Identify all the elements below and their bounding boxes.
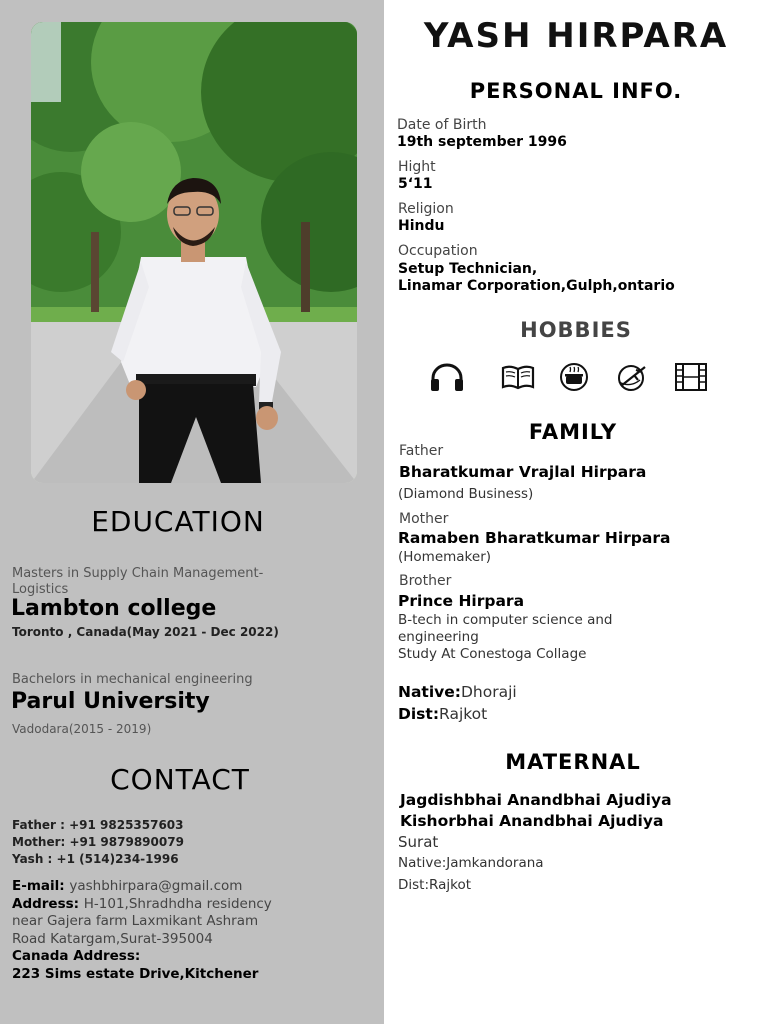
- maternal-city: Surat: [398, 833, 439, 851]
- district: [398, 705, 487, 723]
- maternal-name-1: Jagdishbhai Anandbhai Ajudiya: [400, 791, 672, 809]
- contact-heading: CONTACT: [110, 763, 250, 796]
- brother-line2: engineering: [398, 629, 479, 645]
- headphones-icon: [429, 362, 465, 392]
- height-info: [398, 159, 436, 193]
- education-heading: EDUCATION: [91, 505, 265, 538]
- book-icon: [500, 362, 536, 392]
- profile-photo-illustration: [31, 22, 357, 483]
- occupation-label: Occupation: [398, 243, 478, 259]
- phone-father: Father : +91 9825357603: [12, 818, 184, 832]
- cooking-pot-icon: [556, 362, 592, 392]
- canada-address: 223 Sims estate Drive,Kitchener: [12, 965, 259, 982]
- maternal-native: Native:Jamkandorana: [398, 855, 544, 871]
- dob-label: Date of Birth: [397, 117, 487, 133]
- father-occupation: (Diamond Business): [398, 486, 534, 502]
- profile-photo: [31, 22, 357, 483]
- occupation-line1: Setup Technician,: [398, 260, 538, 277]
- brother-education: [398, 612, 612, 663]
- address-line3: Road Katargam,Surat-395004: [12, 930, 213, 947]
- height-value: 5‘11: [398, 176, 433, 192]
- email-label: E-mail:: [12, 878, 70, 894]
- occupation-info: [398, 243, 675, 296]
- address-line2: near Gajera farm Laxmikant Ashram: [12, 913, 259, 929]
- travel-plane-icon: [614, 362, 650, 392]
- phone-mother: Mother: +91 9879890079: [12, 835, 184, 849]
- bachelors-place: Vadodara(2015 - 2019): [12, 722, 152, 736]
- address-label: Address:: [12, 895, 84, 912]
- masters-place: Toronto , Canada(May 2021 - Dec 2022): [12, 625, 279, 639]
- dist-label: Dist:: [398, 705, 440, 723]
- person-name: YASH HIRPARA: [423, 16, 729, 56]
- religion-info: [398, 201, 454, 235]
- address-line1: H-101,Shradhdha residency: [83, 895, 272, 912]
- personal-info: [397, 117, 567, 151]
- address-row: [12, 896, 272, 914]
- family-heading: FAMILY: [528, 420, 618, 444]
- native-place: [398, 683, 517, 701]
- height-label: Hight: [398, 159, 436, 175]
- religion-label: Religion: [398, 201, 454, 217]
- mother-name: Ramaben Bharatkumar Hirpara: [398, 529, 671, 547]
- masters-degree-line2: Logistics: [12, 582, 69, 597]
- native-value: Dhoraji: [460, 683, 517, 701]
- father-label: Father: [399, 443, 444, 459]
- brother-name: Prince Hirpara: [398, 592, 525, 610]
- brother-label: Brother: [399, 573, 452, 589]
- maternal-name-2: Kishorbhai Anandbhai Ajudiya: [400, 812, 664, 830]
- maternal-heading: MATERNAL: [505, 750, 641, 774]
- dist-value: Rajkot: [439, 705, 488, 723]
- dob-value: 19th september 1996: [397, 134, 567, 150]
- brother-line3: Study At Conestoga Collage: [398, 646, 587, 662]
- masters-school: Lambton college: [11, 596, 217, 621]
- email-row: [12, 878, 272, 896]
- brother-line1: B-tech in computer science and: [398, 612, 613, 628]
- contact-phones: [12, 817, 184, 868]
- phone-yash: Yash : +1 (514)234-1996: [12, 852, 179, 866]
- masters-degree: [12, 566, 263, 598]
- father-name: Bharatkumar Vrajlal Hirpara: [399, 463, 647, 481]
- religion-value: Hindu: [398, 218, 445, 234]
- bachelors-degree: Bachelors in mechanical engineering: [12, 672, 253, 687]
- maternal-dist: Dist:Rajkot: [398, 877, 472, 893]
- mother-occupation: (Homemaker): [398, 549, 492, 565]
- maternal-names: [400, 790, 672, 832]
- canada-address-label: Canada Address:: [12, 948, 141, 964]
- hobbies-heading: HOBBIES: [520, 318, 632, 342]
- personal-info-heading: PERSONAL INFO.: [469, 79, 683, 103]
- contact-details: [12, 878, 272, 983]
- native-label: Native:: [398, 683, 461, 701]
- mother-label: Mother: [399, 511, 449, 527]
- film-icon: [673, 362, 709, 392]
- bachelors-school: Parul University: [11, 689, 210, 714]
- email-value[interactable]: yashbhirpara@gmail.com: [69, 878, 243, 894]
- masters-degree-line1: Masters in Supply Chain Management-: [12, 566, 264, 581]
- occupation-line2: Linamar Corporation,Gulph,ontario: [398, 278, 675, 294]
